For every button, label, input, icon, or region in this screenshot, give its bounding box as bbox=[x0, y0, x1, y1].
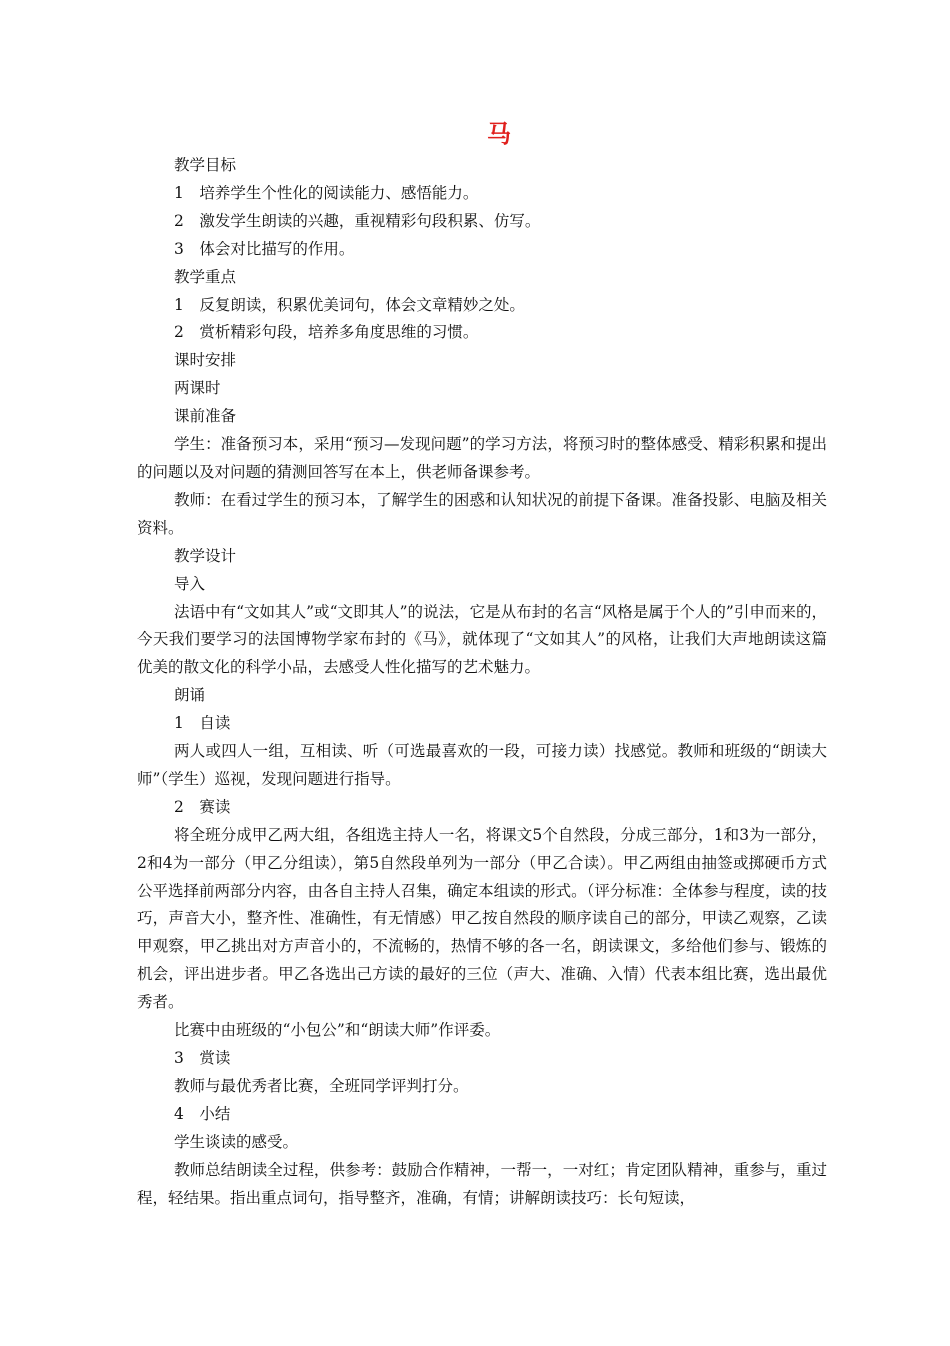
heading-teaching-focus: 教学重点 bbox=[174, 267, 237, 286]
list-item: 3 体会对比描写的作用。 bbox=[174, 239, 355, 258]
paragraph: 学生谈读的感受。 bbox=[174, 1132, 299, 1151]
list-item: 2 赛读 bbox=[174, 797, 231, 816]
paragraph: 教师与最优秀者比赛，全班同学评判打分。 bbox=[174, 1076, 469, 1095]
paragraph: 法语中有“文如其人”或“文即其人”的说法，它是从布封的名言“风格是属于个人的”引申而来的，今天我们要学习的法国博物学家布封的《马》，就体现了“文如其人”的风格，让我们大声地朗读这篇优美的散文化的科学小品，去感受人性化描写的艺术魅力。 bbox=[137, 602, 827, 677]
paragraph: 学生：准备预习本，采用“预习—发现问题”的学习方法，将预习时的整体感受、精彩积累和提出的问题以及对问题的猜测回答写在本上，供老师备课参考。 bbox=[137, 435, 827, 481]
paragraph: 教师总结朗读全过程，供参考：鼓励合作精神，一帮一，一对红；肯定团队精神，重参与，重过程，轻结果。指出重点词句，指导整齐，准确，有情；讲解朗读技巧：长句短读， bbox=[137, 1160, 827, 1207]
list-item: 1 自读 bbox=[174, 714, 231, 733]
list-item: 4 小结 bbox=[174, 1104, 231, 1123]
list-item: 3 赏读 bbox=[174, 1049, 231, 1067]
heading-recitation: 朗诵 bbox=[174, 686, 206, 705]
heading-introduction: 导入 bbox=[174, 574, 206, 593]
list-item: 2 激发学生朗读的兴趣，重视精彩句段积累、仿写。 bbox=[174, 211, 541, 230]
list-item: 1 反复朗读，积累优美词句，体会文章精妙之处。 bbox=[174, 295, 525, 314]
page-title: 马 bbox=[487, 119, 511, 148]
heading-schedule: 课时安排 bbox=[174, 351, 237, 370]
paragraph: 两人或四人一组，互相读、听（可选最喜欢的一段，可接力读）找感觉。教师和班级的“朗读大师”（学生）巡视，发现问题进行指导。 bbox=[137, 742, 827, 788]
heading-teaching-goals: 教学目标 bbox=[174, 156, 237, 174]
paragraph: 将全班分成甲乙两大组，各组选主持人一名，将课文5个自然段，分成三部分，1和3为一部分，2和4为一部分（甲乙分组读），第5自然段单列为一部分（甲乙合读）。甲乙两组由抽签或掷硬币方式公平选择前两部分内容，由各自主持人召集，确定本组读的形式。（评分标准：全体参与程度，读的技巧，声音大小，整齐性、准确性，有无情感）甲乙按自然段的顺序读自己的部分，甲读乙观察，乙读甲观察，甲乙挑出对方声音小的，不流畅的，热情不够的各一名，朗读课文，多给他们参与、锻炼的机会，评出进步者。甲乙各选出己方读的最好的三位（声大、准确、入情）代表本组比赛，选出最优秀者。 bbox=[137, 825, 827, 1012]
list-item: 1 培养学生个性化的阅读能力、感悟能力。 bbox=[174, 183, 479, 202]
paragraph: 比赛中由班级的“小包公”和“朗读大师”作评委。 bbox=[174, 1021, 501, 1040]
paragraph: 两课时 bbox=[174, 379, 221, 398]
document-body bbox=[137, 152, 827, 1212]
list-item: 2 赏析精彩句段，培养多角度思维的习惯。 bbox=[174, 323, 479, 342]
heading-preparation: 课前准备 bbox=[174, 407, 237, 426]
heading-teaching-design: 教学设计 bbox=[174, 546, 237, 565]
paragraph: 教师：在看过学生的预习本，了解学生的困惑和认知状况的前提下备课。准备投影、电脑及相关资料。 bbox=[137, 490, 827, 537]
